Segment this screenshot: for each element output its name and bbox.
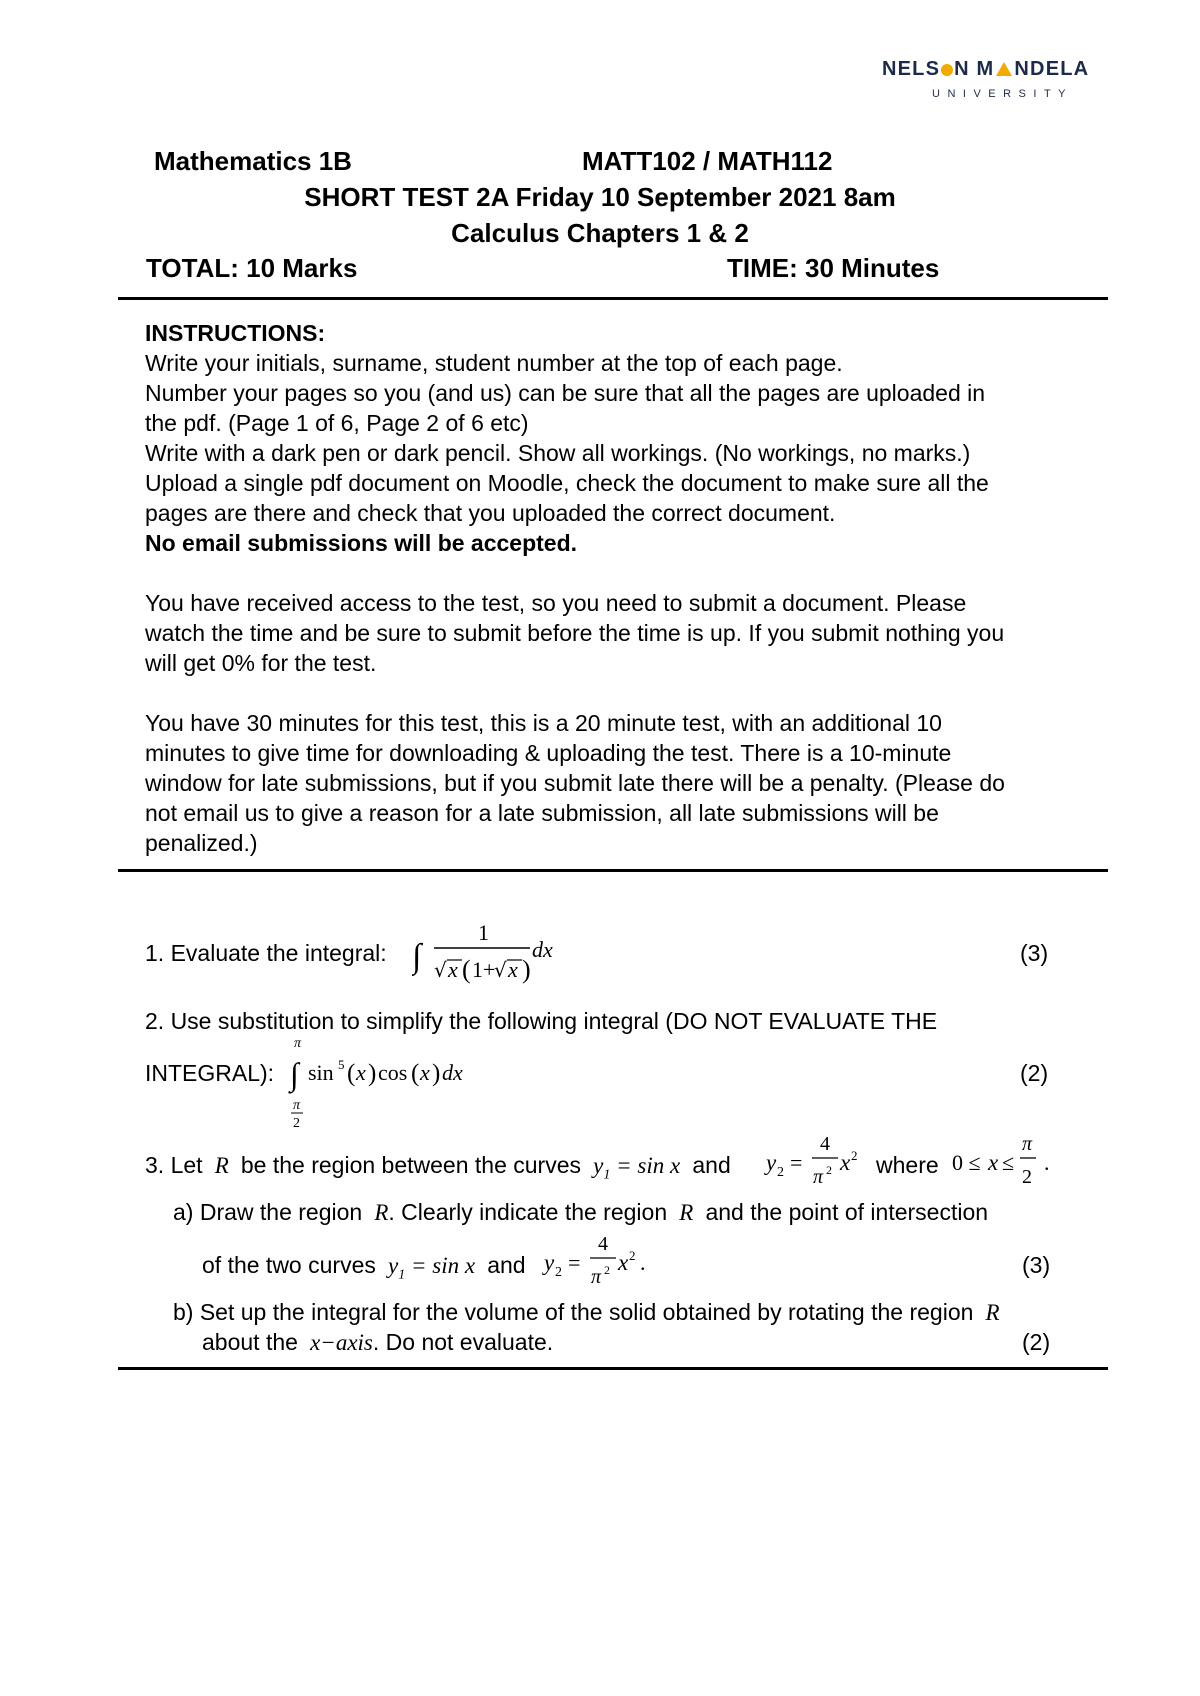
curve-y1: $y_1 = \sin x$ [382,1253,481,1283]
svg-text:sin: sin [308,1060,334,1085]
logo-subtitle: UNIVERSITY [932,88,1074,100]
submission-paragraph-line: watch the time and be sure to submit before the time is up. If you submit nothing you [145,620,1005,646]
definite-integral-formula [288,1035,488,1131]
domain-formula [950,1128,1060,1198]
question-1-text: 1. Evaluate the integral: [145,940,387,966]
y2-formula [540,1228,650,1298]
instructions-heading: INSTRUCTIONS: [145,320,326,346]
instructions-divider [118,869,1108,872]
logo-text-3: NDELA [1014,58,1090,80]
total-marks: TOTAL: 10 Marks [146,253,358,283]
svg-text:(: ( [411,1060,420,1087]
q3a-text-2: . Clearly indicate the region [388,1199,668,1225]
svg-text:2: 2 [629,1248,636,1263]
instruction-line: Upload a single pdf document on Moodle, check the document to make sure all the [145,470,989,496]
svg-text:(: ( [347,1060,356,1087]
svg-text:1+: 1+ [472,957,496,982]
timing-paragraph-line: minutes to give time for downloading & uploading the test. There is a 10-minute [145,740,952,766]
q3b-text-1: b) Set up the integral for the volume of the solid obtained by rotating the region [173,1299,974,1325]
submission-paragraph-line: will get 0% for the test. [145,650,377,676]
question-3b-marks: (2) [1022,1329,1051,1355]
question-2-line: 2. Use substitution to simplify the following integral (DO NOT EVALUATE THE [145,1008,938,1034]
svg-text:x: x [840,1150,851,1175]
q3-let: 3. Let [145,1152,203,1178]
question-1-marks: (3) [1020,940,1049,966]
curve-y2 [762,1128,862,1203]
instruction-line: pages are there and check that you uploaded the correct document. [145,500,836,526]
svg-text:x: x [988,1150,999,1175]
q3b-text-2: about the [202,1329,298,1355]
question-3a-marks: (3) [1022,1252,1051,1278]
question-3a-line [173,1197,988,1228]
svg-text:∫: ∫ [412,938,422,975]
question-3b-line [202,1327,553,1358]
course-title: Mathematics 1B [154,146,352,176]
instruction-line: Write with a dark pen or dark pencil. Show all workings. (No workings, no marks.) [145,440,971,466]
svg-text:2: 2 [555,1265,562,1280]
question-2-line: INTEGRAL): [145,1060,275,1086]
university-logo [882,58,1089,81]
logo-text-2: N M [954,58,995,80]
svg-text:2: 2 [604,1263,610,1277]
svg-text:x: x [618,1250,629,1275]
submission-paragraph-line: You have received access to the test, so you need to submit a document. Please [145,590,967,616]
q3b-text-3: . Do not evaluate. [372,1329,554,1355]
svg-text:∫: ∫ [290,1056,299,1092]
question-2-integral [288,1035,488,1136]
region-symbol: R [368,1200,389,1225]
svg-text:5: 5 [338,1057,345,1072]
svg-text:π: π [294,1036,302,1051]
q3a-and: and [487,1252,526,1278]
svg-text:cos: cos [378,1060,408,1085]
svg-text:0 ≤: 0 ≤ [952,1150,981,1175]
svg-text:x: x [448,957,458,982]
question-3-lead [145,1150,731,1191]
svg-text:√: √ [434,958,447,982]
svg-text:√: √ [494,958,507,982]
header-divider [118,297,1108,300]
q3a-text-3: and the point of intersection [705,1199,989,1225]
q3-text: be the region between the curves [240,1152,582,1178]
test-title: SHORT TEST 2A Friday 10 September 2021 8am [304,182,896,212]
svg-text:1: 1 [478,920,489,945]
curve-y1: $y_1 = \sin x$ [587,1153,686,1183]
svg-text:=: = [568,1250,581,1275]
question-1-integral [412,915,572,1000]
svg-text:π: π [813,1166,824,1188]
domain-condition [950,1128,1060,1203]
svg-text:2: 2 [1022,1166,1032,1188]
svg-text:=: = [790,1150,803,1175]
instruction-line: Write your initials, surname, student number at the top of each page. [145,350,843,376]
svg-text:2: 2 [826,1163,832,1177]
q3a-text-4: of the two curves [202,1252,376,1278]
svg-text:): ) [368,1060,377,1087]
region-symbol: R [208,1153,235,1178]
svg-text:y: y [766,1150,777,1175]
svg-text:π: π [1022,1133,1033,1155]
instruction-line: Number your pages so you (and us) can be sure that all the pages are uploaded in [145,380,986,406]
test-chapters: Calculus Chapters 1 & 2 [451,218,749,248]
logo-triangle-icon [996,62,1012,76]
q3-and: and [692,1152,731,1178]
svg-text:dx: dx [532,937,553,962]
logo-dot-icon [941,64,953,76]
svg-text:.: . [640,1250,646,1275]
region-symbol: R [979,1300,1000,1325]
svg-text:4: 4 [820,1133,830,1155]
svg-text:4: 4 [598,1233,608,1255]
timing-paragraph-line: You have 30 minutes for this test, this is a 20 minute test, with an additional 10 [145,710,942,736]
q3-where: where [876,1152,939,1178]
svg-text:): ) [522,955,531,984]
region-symbol: R [673,1200,700,1225]
y2-formula [762,1128,862,1198]
svg-text:x: x [508,957,518,982]
curve-y2 [540,1228,650,1303]
question-2-marks: (2) [1020,1060,1049,1086]
svg-text:x: x [356,1060,366,1085]
timing-paragraph-line: penalized.) [145,830,258,856]
svg-text:2: 2 [777,1165,784,1180]
svg-text:y: y [544,1250,555,1275]
svg-text:): ) [432,1060,441,1087]
q3a-text-1: a) Draw the region [173,1199,363,1225]
instruction-line: the pdf. (Page 1 of 6, Page 2 of 6 etc) [145,410,529,436]
course-code: MATT102 / MATH112 [582,146,833,176]
svg-text:2: 2 [851,1148,858,1163]
time-limit: TIME: 30 Minutes [727,253,940,283]
svg-text:π: π [293,1098,301,1113]
questions-divider [118,1367,1108,1370]
axis-symbol: x−axis [304,1330,373,1355]
question-3a-line [202,1250,526,1291]
svg-text:(: ( [462,955,471,984]
svg-text:x: x [420,1060,430,1085]
no-email-notice: No email submissions will be accepted. [145,530,578,556]
svg-text:2: 2 [293,1116,300,1131]
svg-text:≤: ≤ [1002,1150,1015,1175]
svg-text:π: π [591,1266,602,1288]
timing-paragraph-line: window for late submissions, but if you submit late there will be a penalty. (Please do [145,770,1005,796]
svg-text:.: . [1044,1150,1050,1175]
logo-text-1: NELS [882,58,941,80]
svg-text:dx: dx [442,1060,463,1085]
timing-paragraph-line: not email us to give a reason for a late submission, all late submissions will be [145,800,939,826]
integral-formula [412,915,572,995]
question-3b-line [173,1297,1000,1328]
